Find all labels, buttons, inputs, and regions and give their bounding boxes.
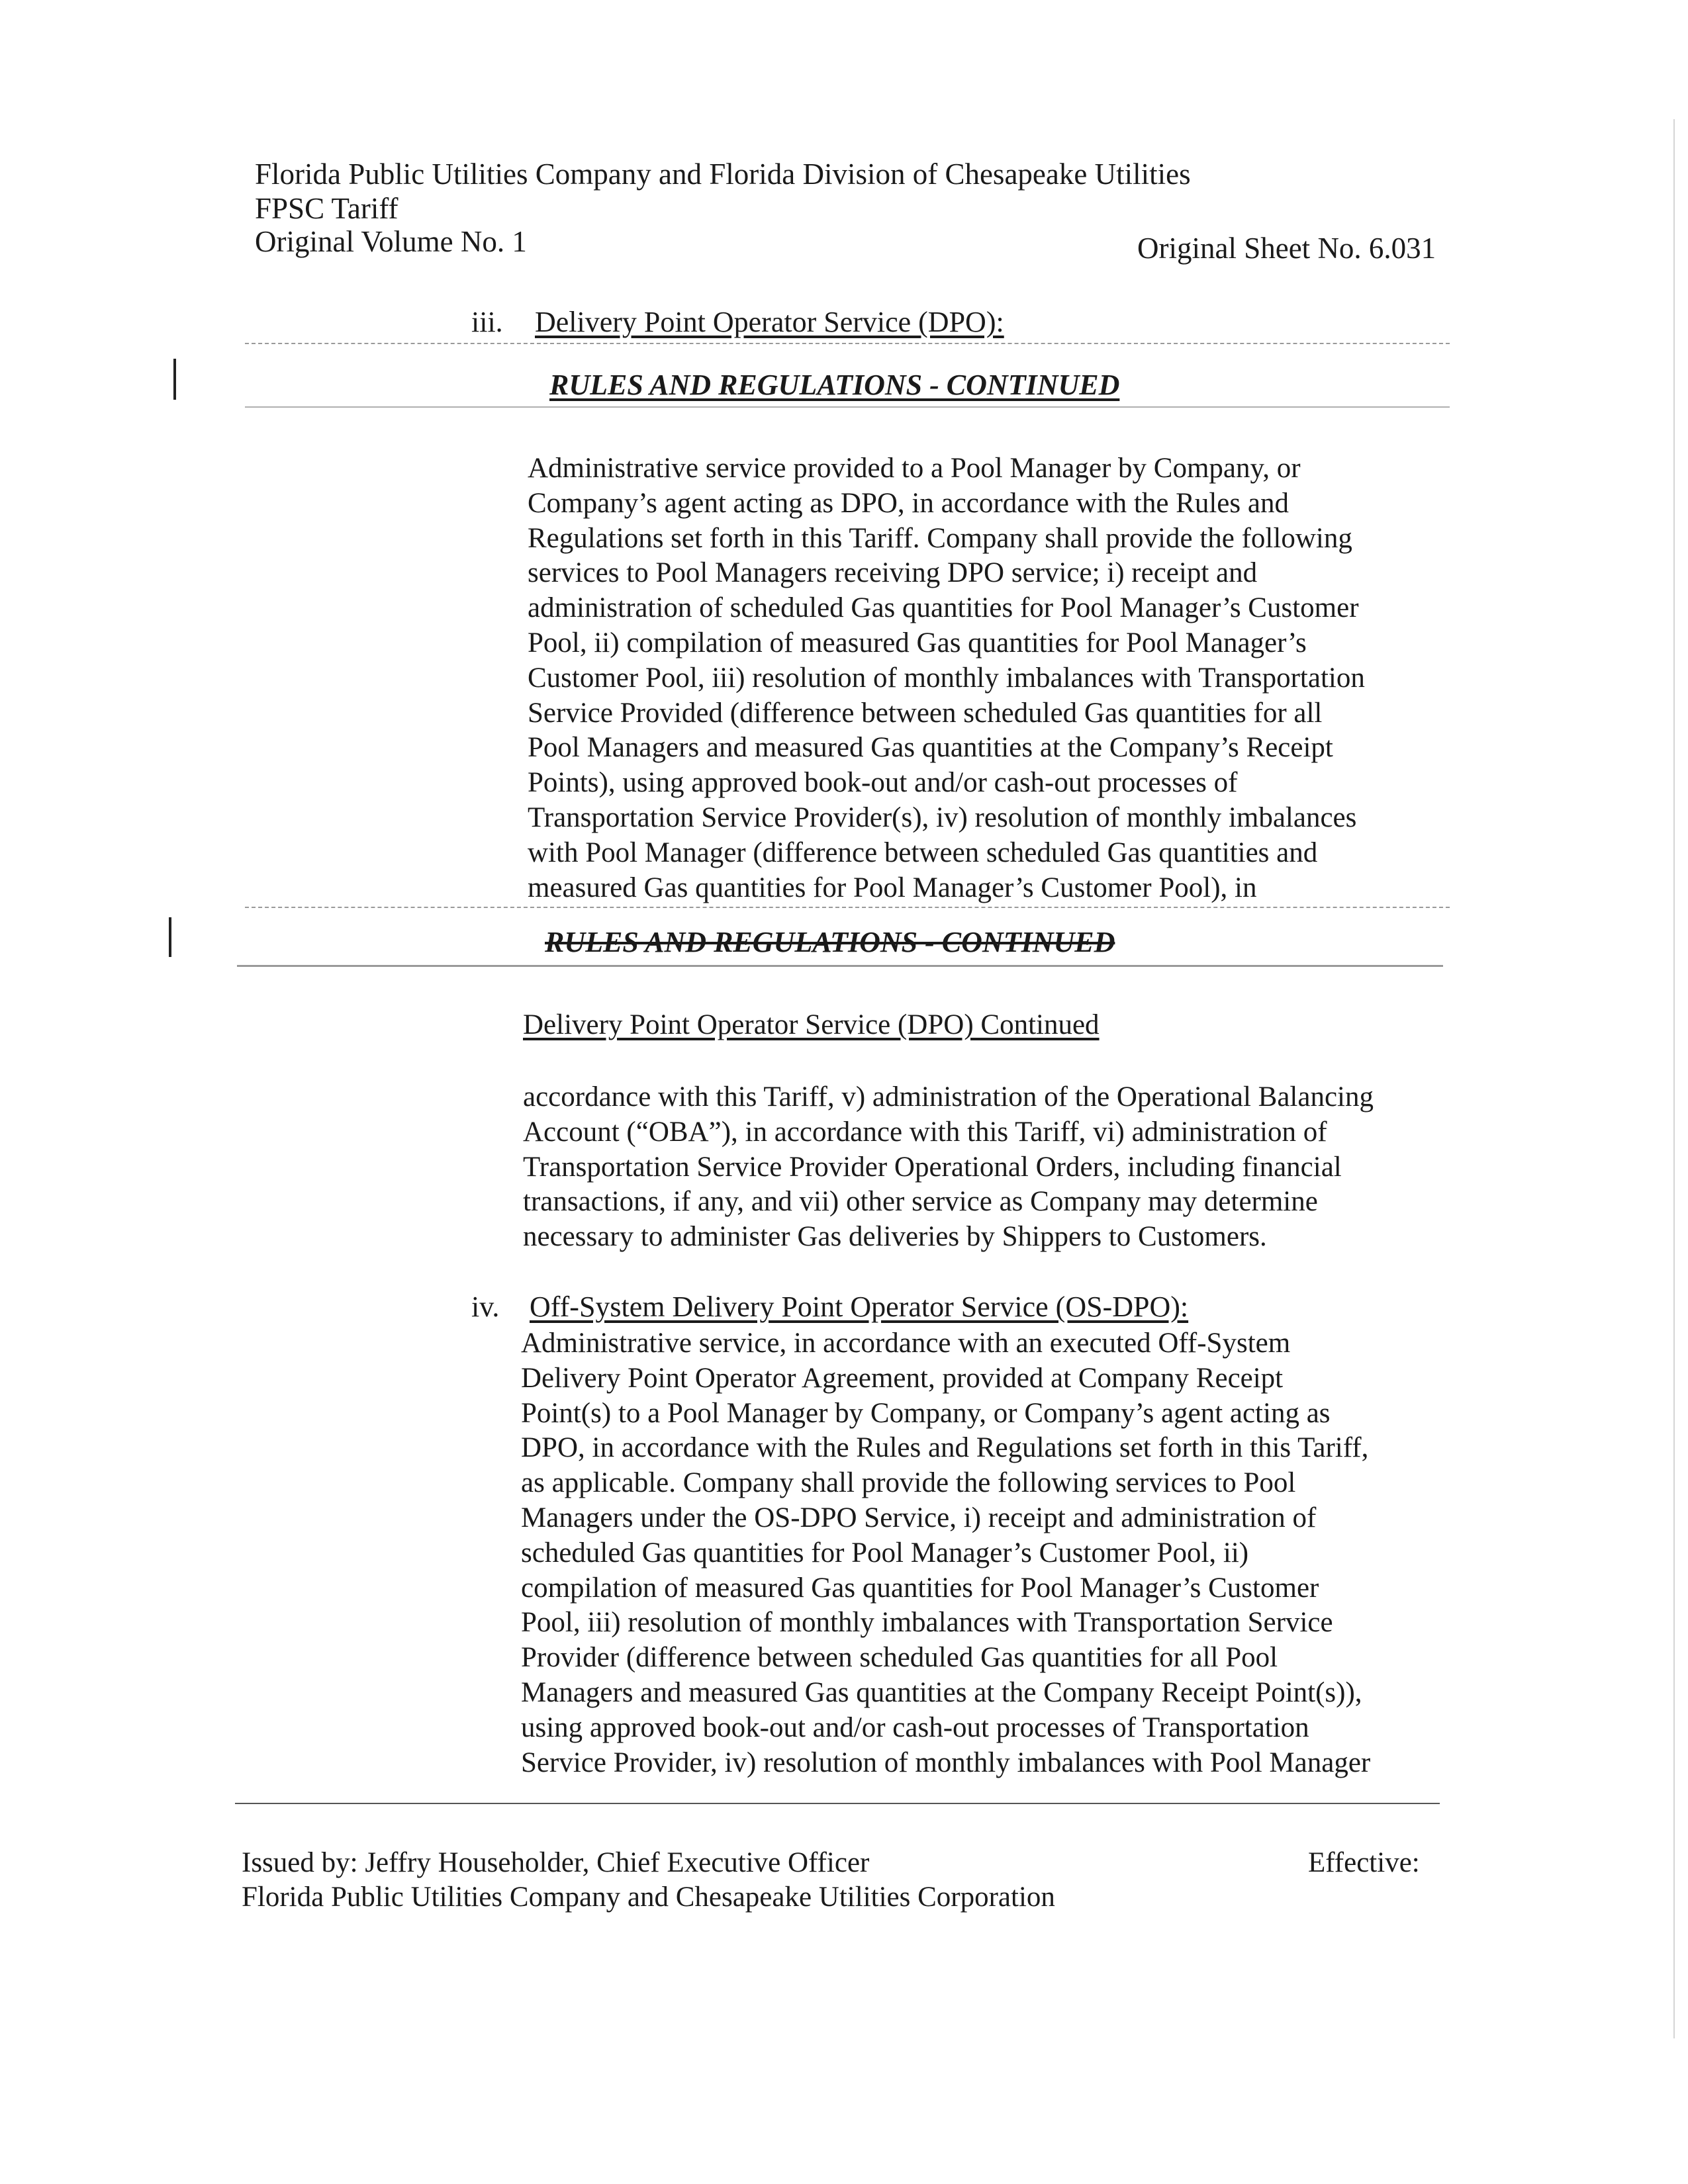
dashed-rule-middle xyxy=(245,907,1450,908)
scan-edge-line xyxy=(1673,119,1675,2038)
footer-company: Florida Public Utilities Company and Chesapeake Utilities Corporation xyxy=(242,1882,1055,1913)
section-iii-continued-title: Delivery Point Operator Service (DPO) Continued xyxy=(523,1009,1100,1040)
revision-bar-2 xyxy=(169,917,171,957)
section-iii-numeral: iii. xyxy=(471,306,503,338)
section-iv-title: Off-System Delivery Point Operator Service (OS-DPO): xyxy=(530,1291,1189,1323)
footer-rule xyxy=(235,1803,1440,1804)
footer-effective-label: Effective: xyxy=(1308,1847,1420,1878)
banner-rules-continued: RULES AND REGULATIONS - CONTINUED xyxy=(549,369,1120,401)
banner-rule-struck xyxy=(237,965,1443,967)
footer-issued-by: Issued by: Jeffry Householder, Chief Executive Officer xyxy=(242,1847,870,1878)
section-iii-body-part1: Administrative service provided to a Pool Manager by Company, or Company’s agent acting as DPO, in accordance with the Rules and Regulations set forth in this Tariff. Company shall provide the following services to Pool Managers receiving DPO service; i) receipt and administration of scheduled Gas quantities for Pool Manager’s Customer Pool, ii) compilation of measured Gas quantities for Pool Manager’s Customer Pool, iii) resolution of monthly imbalances with Transportation Service Provided (difference between scheduled Gas quantities for all Pool Managers and measured Gas quantities at the Company’s Receipt Points), using approved book-out and/or cash-out processes of Transportation Service Provider(s), iv) resolution of monthly imbalances with Pool Manager (difference between scheduled Gas quantities and measured Gas quantities for Pool Manager’s Customer Pool), in xyxy=(528,453,1365,903)
revision-bar-1 xyxy=(173,359,176,400)
header-tariff-line: FPSC Tariff xyxy=(255,192,399,225)
section-iv-body: Administrative service, in accordance with an executed Off-System Delivery Point Operator Agreement, provided at Company Receipt Point(s) to a Pool Manager by Company, or Company’s agent acting as DPO, in accordance with the Rules and Regulations set forth in this Tariff, as applicable. Company shall provide the following services to Pool Managers under the OS-DPO Service, i) receipt and administration of scheduled Gas quantities for Pool Manager’s Customer Pool, ii) compilation of measured Gas quantities for Pool Manager’s Customer Pool, iii) resolution of monthly imbalances with Transportation Service Provider (difference between scheduled Gas quantities for all Pool Managers and measured Gas quantities at the Company Receipt Point(s)), using approved book-out and/or cash-out processes of Transportation Service Provider, iv) resolution of monthly imbalances with Pool Manager xyxy=(521,1328,1371,1778)
banner-rule-top xyxy=(245,406,1450,408)
section-iii-title: Delivery Point Operator Service (DPO): xyxy=(535,306,1004,338)
section-iii-body-part2: accordance with this Tariff, v) administration of the Operational Balancing Account (“OBA”), in accordance with this Tariff, vi) administration of Transportation Service Provider Operational Orders, including financial transactions, if any, and vii) other service as Company may determine necessary to administer Gas deliveries by Shippers to Customers. xyxy=(523,1081,1374,1253)
banner-rules-continued-struck: RULES AND REGULATIONS - CONTINUED xyxy=(545,926,1115,958)
header-company-line: Florida Public Utilities Company and Florida Division of Chesapeake Utilities xyxy=(255,158,1191,191)
header-volume-line: Original Volume No. 1 xyxy=(255,225,527,258)
section-iv-numeral: iv. xyxy=(471,1291,500,1323)
dashed-rule-top xyxy=(245,343,1450,344)
header-sheet-number: Original Sheet No. 6.031 xyxy=(1137,232,1436,265)
